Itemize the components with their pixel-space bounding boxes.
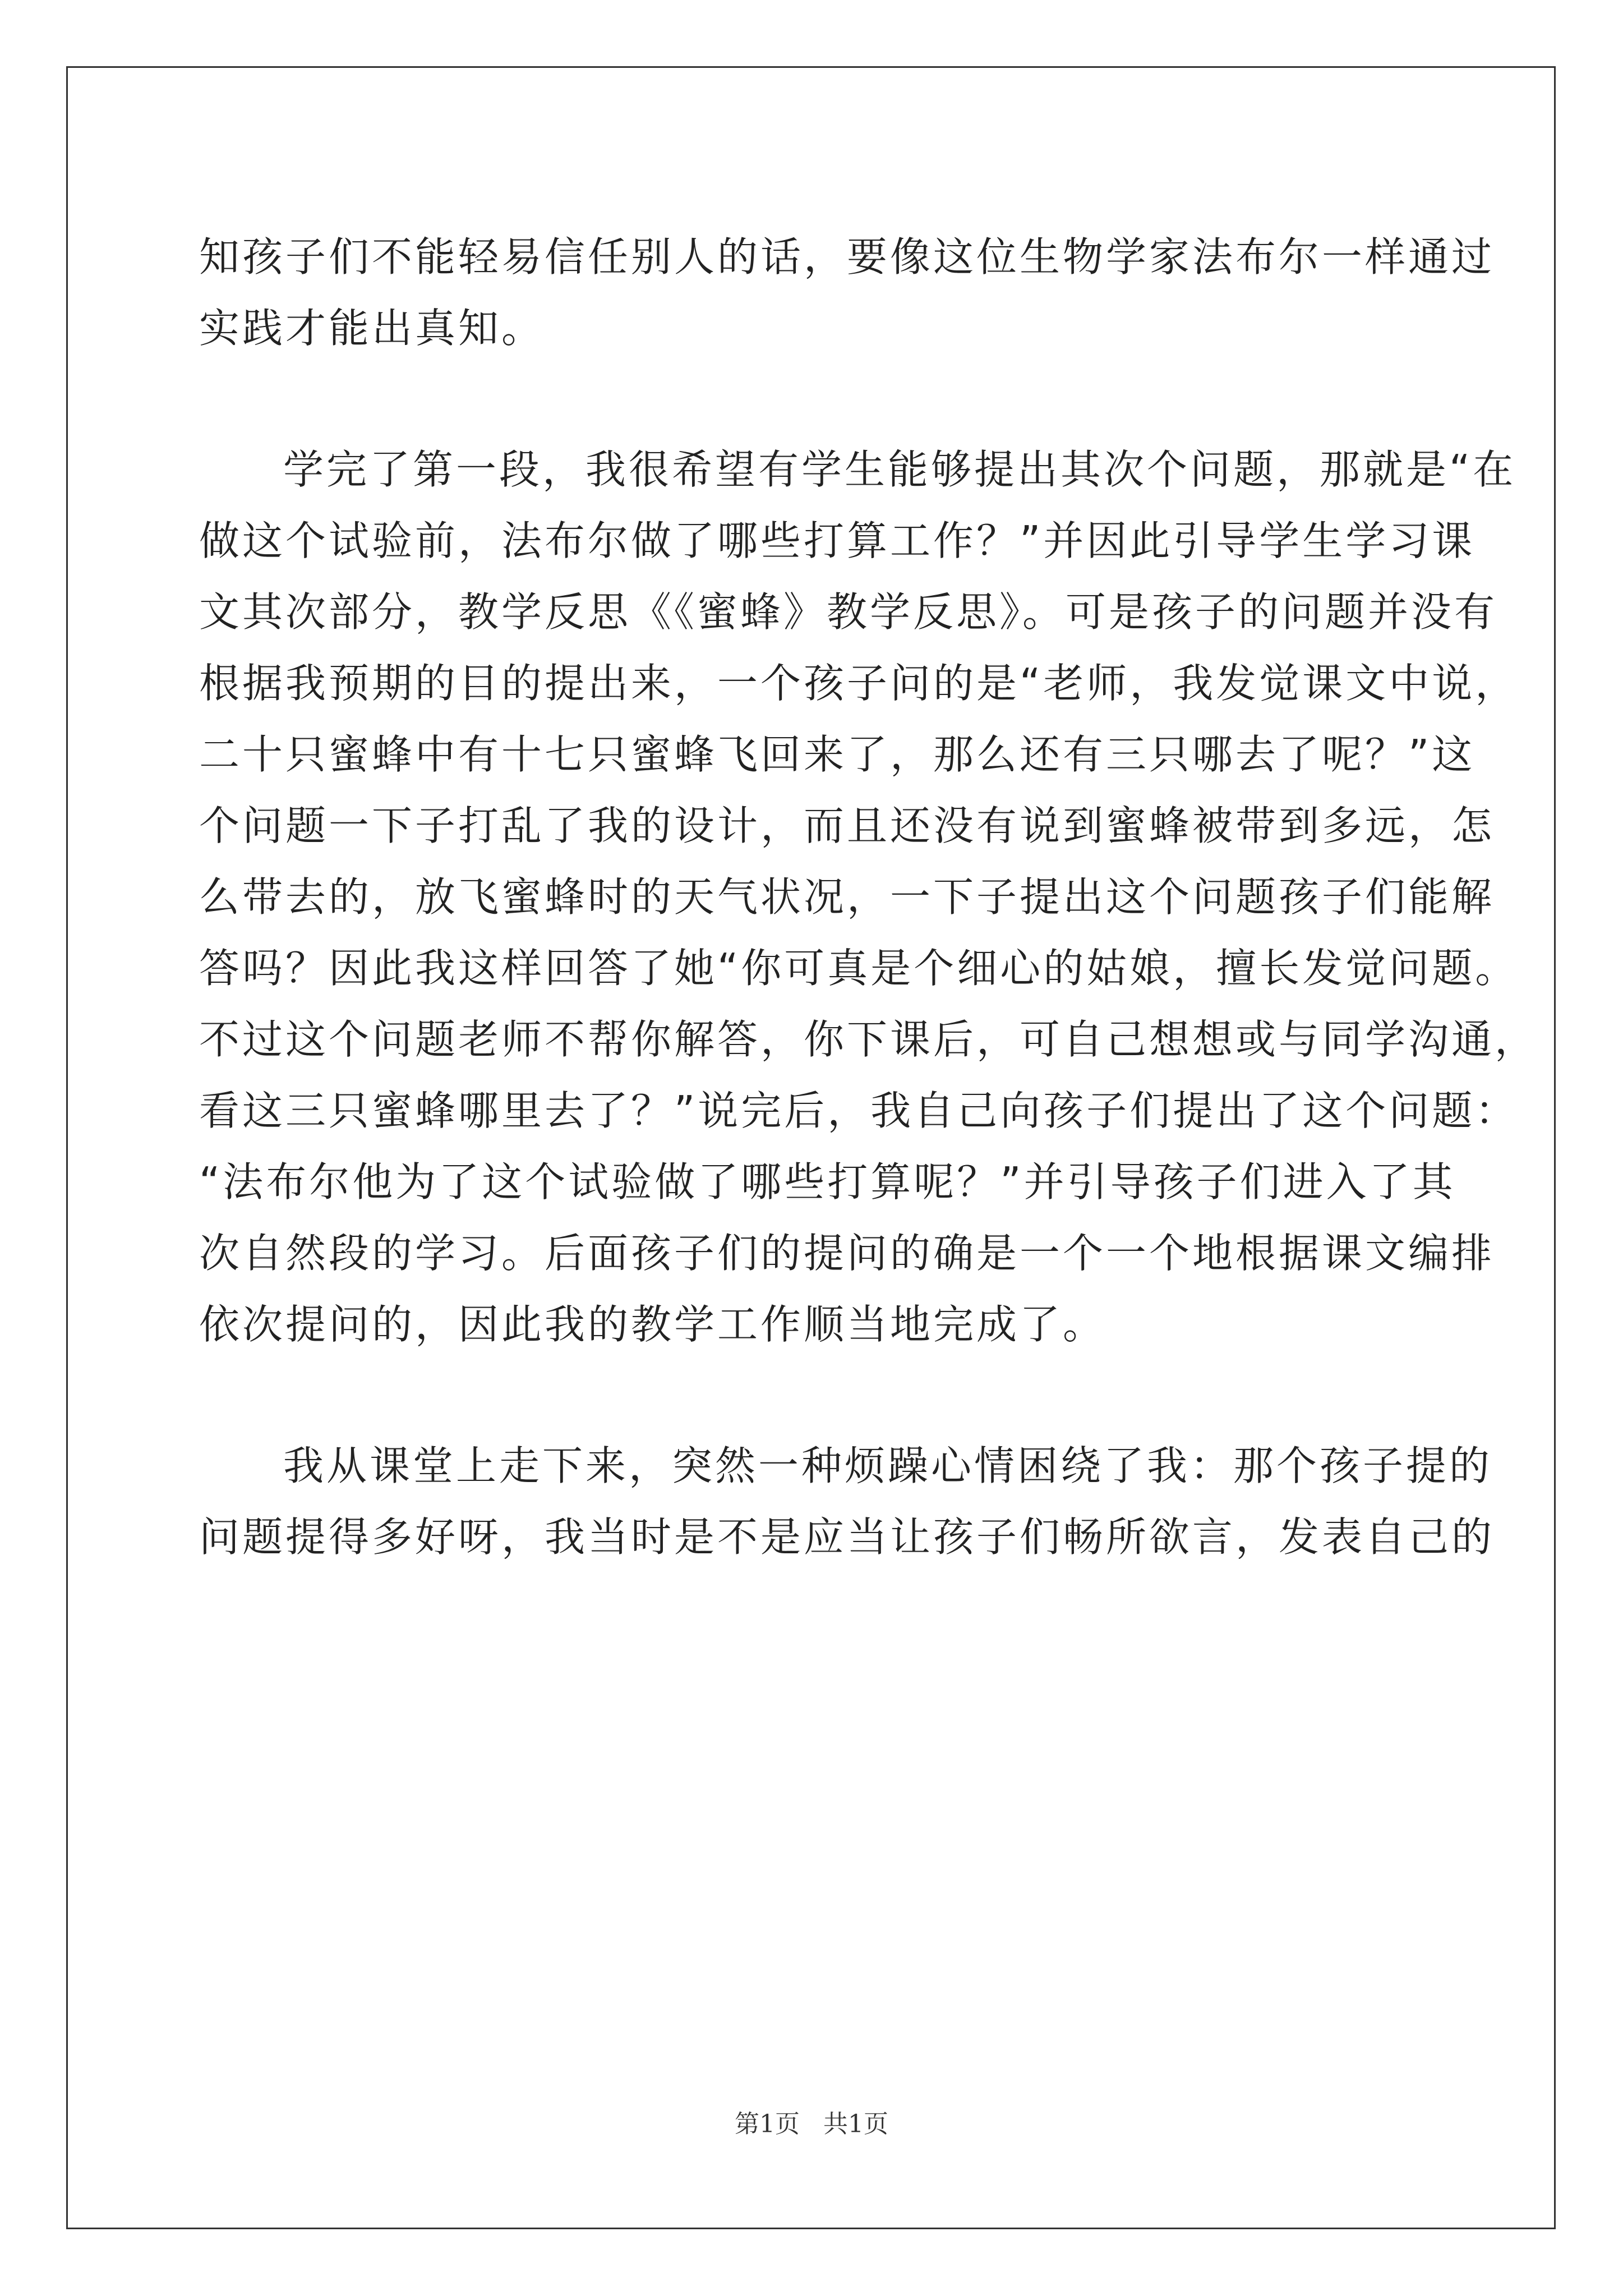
text-line: 问题提得多好呀，我当时是不是应当让孩子们畅所欲言，发表自己的 — [199, 1513, 1495, 1561]
text-line: 么带去的，放飞蜜蜂时的天气状况，一下子提出这个问题孩子们能解 — [199, 873, 1495, 921]
text-line: 实践才能出真知。 — [199, 305, 545, 352]
text-line: 做这个试验前，法布尔做了哪些打算工作？”并因此引导学生学习课 — [199, 517, 1476, 564]
text-line: 我从课堂上走下来，突然一种烦躁心情困绕了我：那个孩子提的 — [283, 1442, 1493, 1489]
page-footer: 第1页 共1页 — [735, 2110, 888, 2138]
paragraph-2 — [199, 434, 1538, 1360]
text-line: 文其次部分，教学反思《《蜜蜂》教学反思》。可是孩子的问题并没有 — [199, 588, 1498, 636]
text-line: 不过这个问题老师不帮你解答，你下课后，可自己想想或与同学沟通， — [199, 1016, 1538, 1063]
text-line: 答吗？因此我这样回答了她“你可真是个细心的姑娘，擅长发觉问题。 — [199, 945, 1519, 992]
text-line: 个问题一下子打乱了我的设计，而且还没有说到蜜蜂被带到多远，怎 — [199, 802, 1495, 849]
document-body — [199, 222, 1538, 1573]
text-line: 二十只蜜蜂中有十七只蜜蜂飞回来了，那么还有三只哪去了呢？”这 — [199, 731, 1476, 778]
paragraph-3 — [199, 1430, 1495, 1573]
text-line: 学完了第一段，我很希望有学生能够提出其次个问题，那就是“在 — [283, 446, 1516, 493]
text-line: 看这三只蜜蜂哪里去了？”说完后，我自己向孩子们提出了这个问题： — [199, 1087, 1519, 1134]
text-line: “法布尔他为了这个试验做了哪些打算呢？”并引导孩子们进入了其 — [199, 1158, 1456, 1205]
text-line: 知孩子们不能轻易信任别人的话，要像这位生物学家法布尔一样通过 — [199, 233, 1495, 280]
text-line: 根据我预期的目的提出来，一个孩子问的是“老师，我发觉课文中说， — [199, 660, 1519, 707]
paragraph-1 — [199, 222, 1495, 364]
text-line: 依次提问的，因此我的教学工作顺当地完成了。 — [199, 1301, 1106, 1348]
text-line: 次自然段的学习。后面孩子们的提问的确是一个一个地根据课文编排 — [199, 1230, 1495, 1277]
